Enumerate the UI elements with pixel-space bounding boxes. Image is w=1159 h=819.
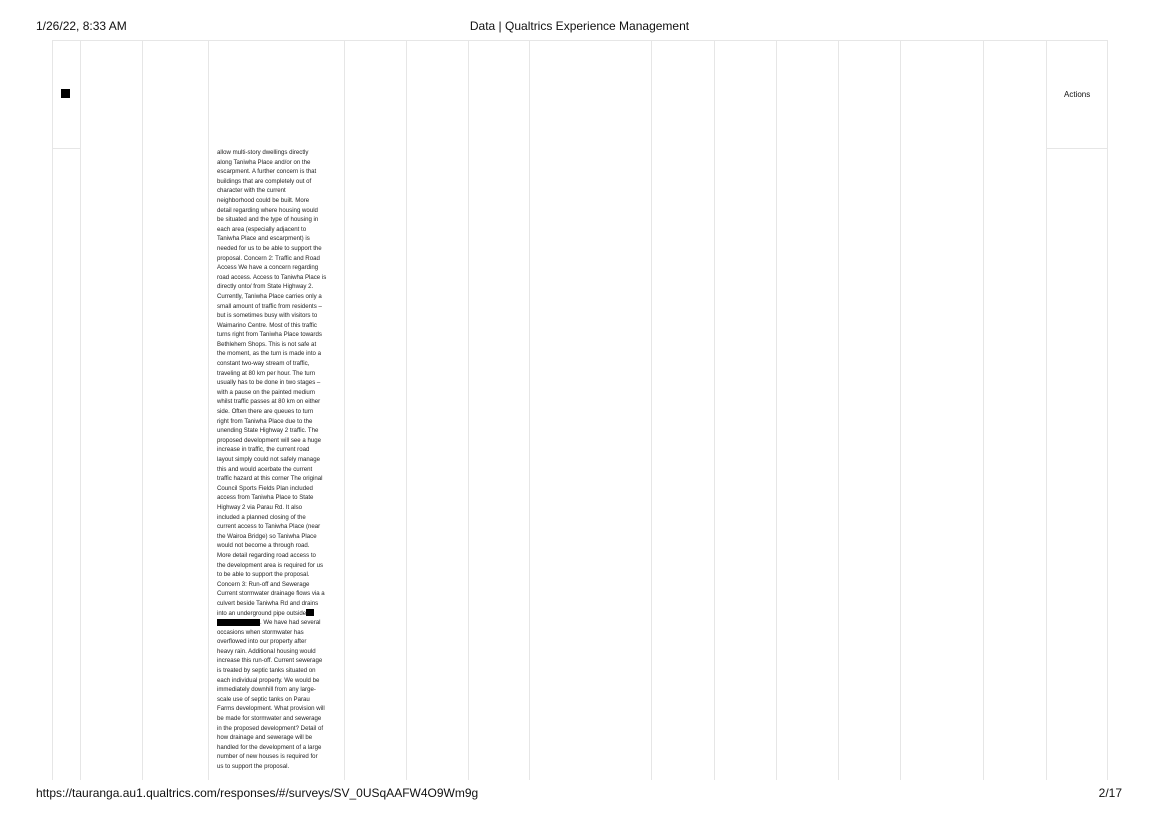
print-header-title: Data | Qualtrics Experience Management — [469, 19, 690, 33]
response-text-part2: . We have had several — [260, 619, 321, 627]
header-bottom-border — [52, 148, 80, 149]
select-all-checkbox[interactable] — [61, 89, 70, 98]
response-cell-text — [217, 148, 337, 772]
print-footer-url: https://tauranga.au1.qualtrics.com/responses/#/surveys/SV_0USqAAFW4O9Wm9g — [36, 786, 479, 800]
column-divider — [1107, 40, 1108, 780]
column-divider — [142, 40, 143, 780]
responses-table — [52, 40, 1108, 780]
column-divider — [776, 40, 777, 780]
print-footer-page-number: 2/17 — [1098, 786, 1122, 800]
actions-column-header[interactable]: Actions — [1064, 90, 1091, 99]
column-divider — [344, 40, 345, 780]
column-divider — [1046, 40, 1047, 780]
column-divider — [900, 40, 901, 780]
column-divider — [406, 40, 407, 780]
column-divider — [651, 40, 652, 780]
response-text-part1: allow multi-story dwellings directly along Taniwha Place and/or on the escarpment. A further concern is that buildings that are completely out of character with the current neighborhood could be built. More detail regarding where housing would be situated and the type of housing in each area (especially adjacent to Taniwha Place and escarpment) is needed for us to be able to support the proposal. Concern 2: Traffic and Road Access We have a concern regarding road access. Access to Taniwha Place is directly onto/ from State Highway 2. Currently, Taniwha Place carries only a small amount of traffic from residents – but is sometimes busy with visitors to Waimarino Centre. Most of this traffic turns right from Taniwha Place towards Bethlehem Shops. This is not safe at the moment, as the turn is made into a constant two-way stream of traffic, traveling at 80 km per hour. The turn usually has to be done in two stages – with a pause on the painted medium whilst traffic passes at 80 km on either side. Often there are queues to turn right from Taniwha Place due to the unending State Highway 2 traffic. The proposed development will see a huge increase in traffic, the current road layout simply could not safely manage this and would acerbate the current traffic hazard at this corner The original Council Sports Fields Plan included access from Taniwha Place to State Highway 2 via Parau Rd. It also included a planned closing of the current access to Taniwha Place (near the Wairoa Bridge) so Taniwha Place would not become a through road. More detail regarding road access to the development area is required for us to be able to support the proposal. Concern 3: Run-off and Sewerage Current stormwater drainage flows via a culvert beside Taniwha Rd and drains into an underground pipe outside — [217, 149, 327, 617]
redaction-block — [306, 609, 314, 616]
print-header-date: 1/26/22, 8:33 AM — [36, 19, 127, 33]
column-divider — [838, 40, 839, 780]
column-divider — [208, 40, 209, 780]
column-divider — [529, 40, 530, 780]
response-text-part3: occasions when stormwater has overflowed into our property after heavy rain. Additional housing would increase this run-off. Current sewerage is treated by septic tanks situated on each individual property. We would be immediately downhill from any large- scale use of septic tanks on Parau Farms development. What provision will be made for stormwater and sewerage in the proposed development? Detail of how drainage and sewerage will be handled for the development of a large number of new houses is required for us to support the proposal. — [217, 628, 325, 770]
column-divider — [983, 40, 984, 780]
header-top-border — [52, 40, 1108, 41]
header-bottom-border — [1046, 148, 1108, 149]
column-divider — [714, 40, 715, 780]
redaction-block — [217, 619, 260, 626]
column-divider — [468, 40, 469, 780]
column-divider — [80, 40, 81, 780]
column-divider — [52, 40, 53, 780]
